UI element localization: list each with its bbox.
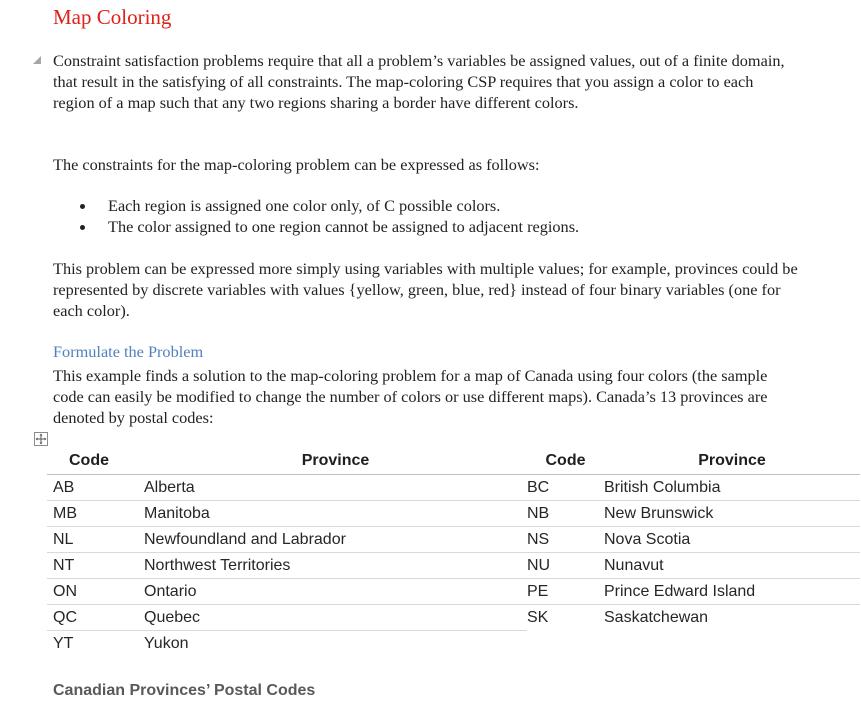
multi-values-paragraph: This problem can be expressed more simply using variables with multiple values; for example, provinces could be represented by discrete variables with values {yellow, green, blue, red} instead of four binary variables (one for each color).: [53, 259, 798, 320]
constraints-list: [53, 196, 579, 238]
province-code: NL: [47, 527, 144, 553]
column-header-province: Province: [604, 448, 860, 475]
list-item: [53, 217, 579, 238]
province-code: NB: [527, 501, 604, 527]
bullet-icon: [80, 204, 85, 209]
province-name: [604, 631, 860, 657]
province-name: Saskatchewan: [604, 608, 709, 626]
province-name: Northwest Territories: [144, 553, 527, 579]
province-code: YT: [53, 634, 74, 652]
province-code: BC: [527, 475, 604, 501]
table-row: [47, 501, 860, 527]
province-name: Alberta: [144, 475, 527, 501]
province-code: MB: [47, 501, 144, 527]
province-code: SK: [527, 608, 549, 626]
province-code: QC: [47, 605, 144, 631]
page-title: Map Coloring: [53, 5, 172, 29]
province-name: Nunavut: [604, 553, 860, 579]
column-header-code: Code: [47, 448, 144, 475]
table-row: [47, 579, 860, 605]
list-item: [53, 196, 579, 217]
table-header-row: [47, 448, 860, 475]
table-caption: Canadian Provinces’ Postal Codes: [53, 682, 316, 699]
province-name: Ontario: [144, 579, 527, 605]
province-code: PE: [527, 579, 604, 605]
province-name: Nova Scotia: [604, 527, 860, 553]
column-header-code: Code: [527, 448, 604, 475]
list-item-text: The color assigned to one region cannot be assigned to adjacent regions.: [108, 216, 580, 236]
province-name: Manitoba: [144, 501, 527, 527]
province-code: NU: [527, 553, 604, 579]
postal-codes-table: [47, 448, 860, 656]
bullet-icon: [80, 225, 85, 230]
move-arrows-icon[interactable]: [34, 432, 48, 446]
constraints-intro-paragraph: The constraints for the map-coloring problem can be expressed as follows:: [53, 155, 540, 174]
column-header-province: Province: [144, 448, 527, 475]
province-code: AB: [47, 475, 144, 501]
list-item-text: Each region is assigned one color only, of C possible colors.: [108, 196, 501, 215]
table-row: [47, 605, 860, 631]
province-name: Newfoundland and Labrador: [144, 527, 527, 553]
province-name: New Brunswick: [604, 501, 860, 527]
table-row: [47, 553, 860, 579]
section-heading: Formulate the Problem: [53, 342, 204, 361]
table-row: [47, 631, 860, 657]
province-name: British Columbia: [604, 475, 860, 501]
example-paragraph: This example finds a solution to the map-coloring problem for a map of Canada using four colors (the sample code can easily be modified to change the number of colors or use different maps). Canada’s 13 provinces are denoted by postal codes:: [53, 366, 768, 427]
province-code: NT: [47, 553, 144, 579]
table-row: [47, 475, 860, 501]
table-row: [47, 527, 860, 553]
province-code: NS: [527, 527, 604, 553]
intro-paragraph: Constraint satisfaction problems require that all a problem’s variables be assigned values, out of a finite domain, that result in the satisfying of all constraints. The map-coloring CSP requires that you assign a color to each region of a map such that any two regions sharing a border have different colors.: [53, 51, 785, 112]
province-name: Yukon: [144, 634, 189, 652]
collapse-triangle-icon[interactable]: [33, 56, 41, 64]
province-code: ON: [47, 579, 144, 605]
province-name: Quebec: [144, 605, 527, 631]
province-code: [527, 631, 604, 657]
province-name: Prince Edward Island: [604, 579, 860, 605]
